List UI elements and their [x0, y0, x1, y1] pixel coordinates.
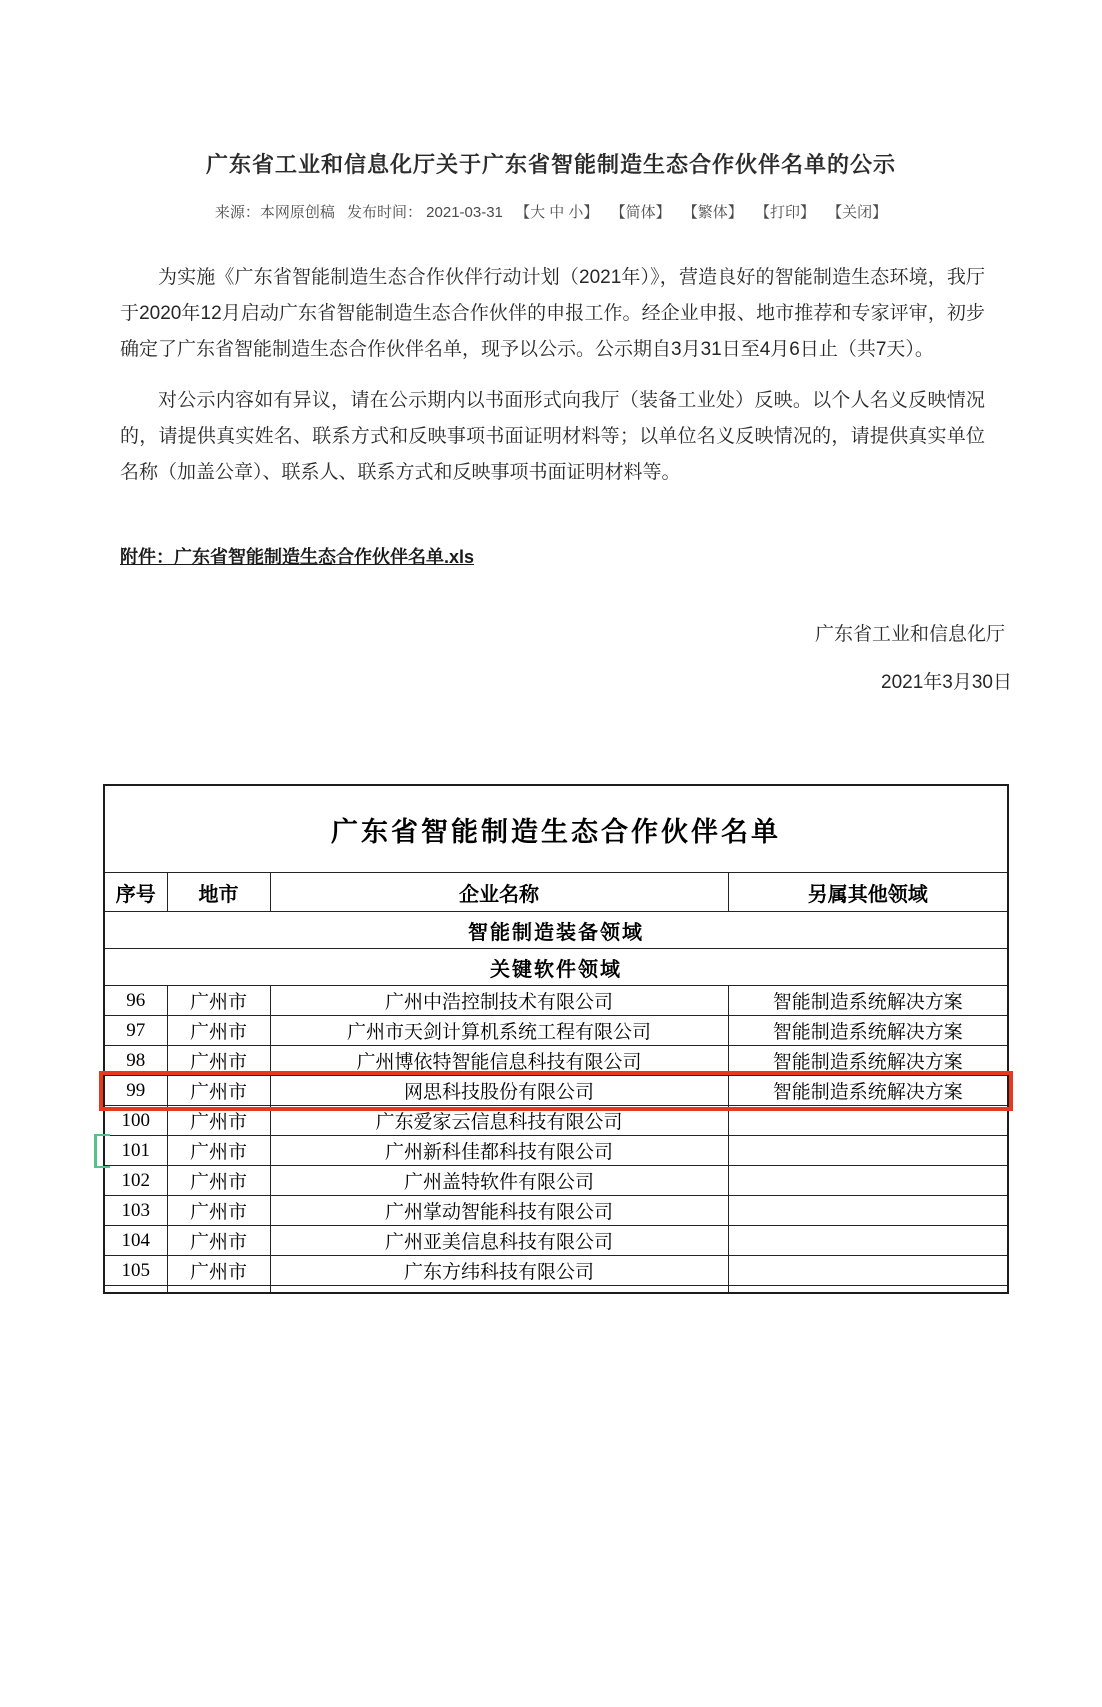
table-row-highlighted — [104, 1076, 1008, 1106]
table-row — [104, 1196, 1008, 1226]
section-label-software: 关键软件领域 — [104, 949, 1008, 986]
row-clipped-cell — [104, 1286, 167, 1294]
page-title: 广东省工业和信息化厅关于广东省智能制造生态合作伙伴名单的公示 — [205, 152, 896, 177]
row-city: 广州市 — [167, 1136, 270, 1166]
row-field — [728, 1166, 1008, 1196]
header-field: 另属其他领域 — [728, 873, 1008, 912]
row-field: 智能制造系统解决方案 — [728, 986, 1008, 1016]
attachment-line — [120, 543, 1102, 569]
row-clipped-cell — [167, 1286, 270, 1294]
row-field: 智能制造系统解决方案 — [728, 1076, 1008, 1106]
row-no: 105 — [104, 1256, 167, 1286]
row-city: 广州市 — [167, 1076, 270, 1106]
header-no: 序号 — [104, 873, 167, 912]
section-row-software — [104, 949, 1008, 986]
table-title-row — [104, 785, 1008, 873]
row-company: 广东方纬科技有限公司 — [270, 1256, 728, 1286]
signature-org: 广东省工业和信息化厅 — [814, 624, 1005, 645]
row-company: 广州掌动智能科技有限公司 — [270, 1196, 728, 1226]
row-city: 广州市 — [167, 1256, 270, 1286]
row-no: 104 — [104, 1226, 167, 1256]
header-company: 企业名称 — [270, 873, 728, 912]
row-field — [728, 1106, 1008, 1136]
table-row — [104, 1016, 1008, 1046]
row-city: 广州市 — [167, 986, 270, 1016]
row-company: 广州新科佳都科技有限公司 — [270, 1136, 728, 1166]
row-field — [728, 1256, 1008, 1286]
table-row — [104, 1106, 1008, 1136]
row-no: 96 — [104, 986, 167, 1016]
meta-bar — [0, 201, 1102, 222]
row-company: 广州盖特软件有限公司 — [270, 1166, 728, 1196]
partner-table-body — [104, 785, 1008, 1293]
close-link[interactable]: 【关闭】 — [827, 204, 888, 221]
row-company: 广东爱家云信息科技有限公司 — [270, 1106, 728, 1136]
row-city: 广州市 — [167, 1166, 270, 1196]
partner-table — [103, 784, 1009, 1294]
row-company: 广州博依特智能信息科技有限公司 — [270, 1046, 728, 1076]
row-no: 100 — [104, 1106, 167, 1136]
table-row — [104, 1256, 1008, 1286]
table-row — [104, 986, 1008, 1016]
row-no: 99 — [104, 1076, 167, 1106]
attachment-link[interactable]: 附件：广东省智能制造生态合作伙伴名单.xls — [120, 547, 475, 567]
row-city: 广州市 — [167, 1226, 270, 1256]
section-row-equipment — [104, 912, 1008, 949]
announcement-body — [120, 260, 985, 491]
row-field: 智能制造系统解决方案 — [728, 1046, 1008, 1076]
table-row-clipped — [104, 1286, 1008, 1294]
row-city: 广州市 — [167, 1106, 270, 1136]
table-row — [104, 1166, 1008, 1196]
partner-table-wrap — [103, 784, 1007, 1294]
row-no: 102 — [104, 1166, 167, 1196]
row-clipped-cell — [270, 1286, 728, 1294]
table-title: 广东省智能制造生态合作伙伴名单 — [104, 785, 1008, 873]
meta-source: 来源：本网原创稿 — [214, 204, 335, 221]
table-row — [104, 1226, 1008, 1256]
table-row — [104, 1136, 1008, 1166]
row-no: 97 — [104, 1016, 167, 1046]
row-no: 98 — [104, 1046, 167, 1076]
row-city: 广州市 — [167, 1046, 270, 1076]
row-company: 广州亚美信息科技有限公司 — [270, 1226, 728, 1256]
meta-pubtime: 发布时间： 2021-03-31 — [347, 204, 503, 221]
simplified-link[interactable]: 【简体】 — [610, 204, 671, 221]
row-field — [728, 1136, 1008, 1166]
traditional-link[interactable]: 【繁体】 — [682, 204, 743, 221]
row-city: 广州市 — [167, 1016, 270, 1046]
announcement-paragraph-1: 为实施《广东省智能制造生态合作伙伴行动计划（2021年）》，营造良好的智能制造生态环境，我厅于2020年12月启动广东省智能制造生态合作伙伴的申报工作。经企业申报、地市推荐和专家评审，初步确定了广东省智能制造生态合作伙伴名单，现予以公示。公示期自3月31日至4月6日止（共7天）。 — [120, 267, 985, 360]
announcement-paragraph-2: 对公示内容如有异议，请在公示期内以书面形式向我厅（装备工业处）反映。以个人名义反映情况的，请提供真实姓名、联系方式和反映事项书面证明材料等；以单位名义反映情况的，请提供真实单位名称（加盖公章）、联系人、联系方式和反映事项书面证明材料等。 — [120, 390, 985, 483]
row-company: 广州市天剑计算机系统工程有限公司 — [270, 1016, 728, 1046]
row-field — [728, 1226, 1008, 1256]
row-field — [728, 1196, 1008, 1226]
row-field: 智能制造系统解决方案 — [728, 1016, 1008, 1046]
row-company: 网思科技股份有限公司 — [270, 1076, 728, 1106]
row-city: 广州市 — [167, 1196, 270, 1226]
row-no: 101 — [104, 1136, 167, 1166]
table-header-row — [104, 873, 1008, 912]
row-no: 103 — [104, 1196, 167, 1226]
header-city: 地市 — [167, 873, 270, 912]
row-clipped-cell — [728, 1286, 1008, 1294]
row-company: 广州中浩控制技术有限公司 — [270, 986, 728, 1016]
font-size-switch[interactable]: 【大 中 小】 — [515, 204, 599, 221]
signature-date: 2021年3月30日 — [881, 672, 1012, 693]
table-row — [104, 1046, 1008, 1076]
print-link[interactable]: 【打印】 — [754, 204, 815, 221]
section-label-equipment: 智能制造装备领域 — [104, 912, 1008, 949]
